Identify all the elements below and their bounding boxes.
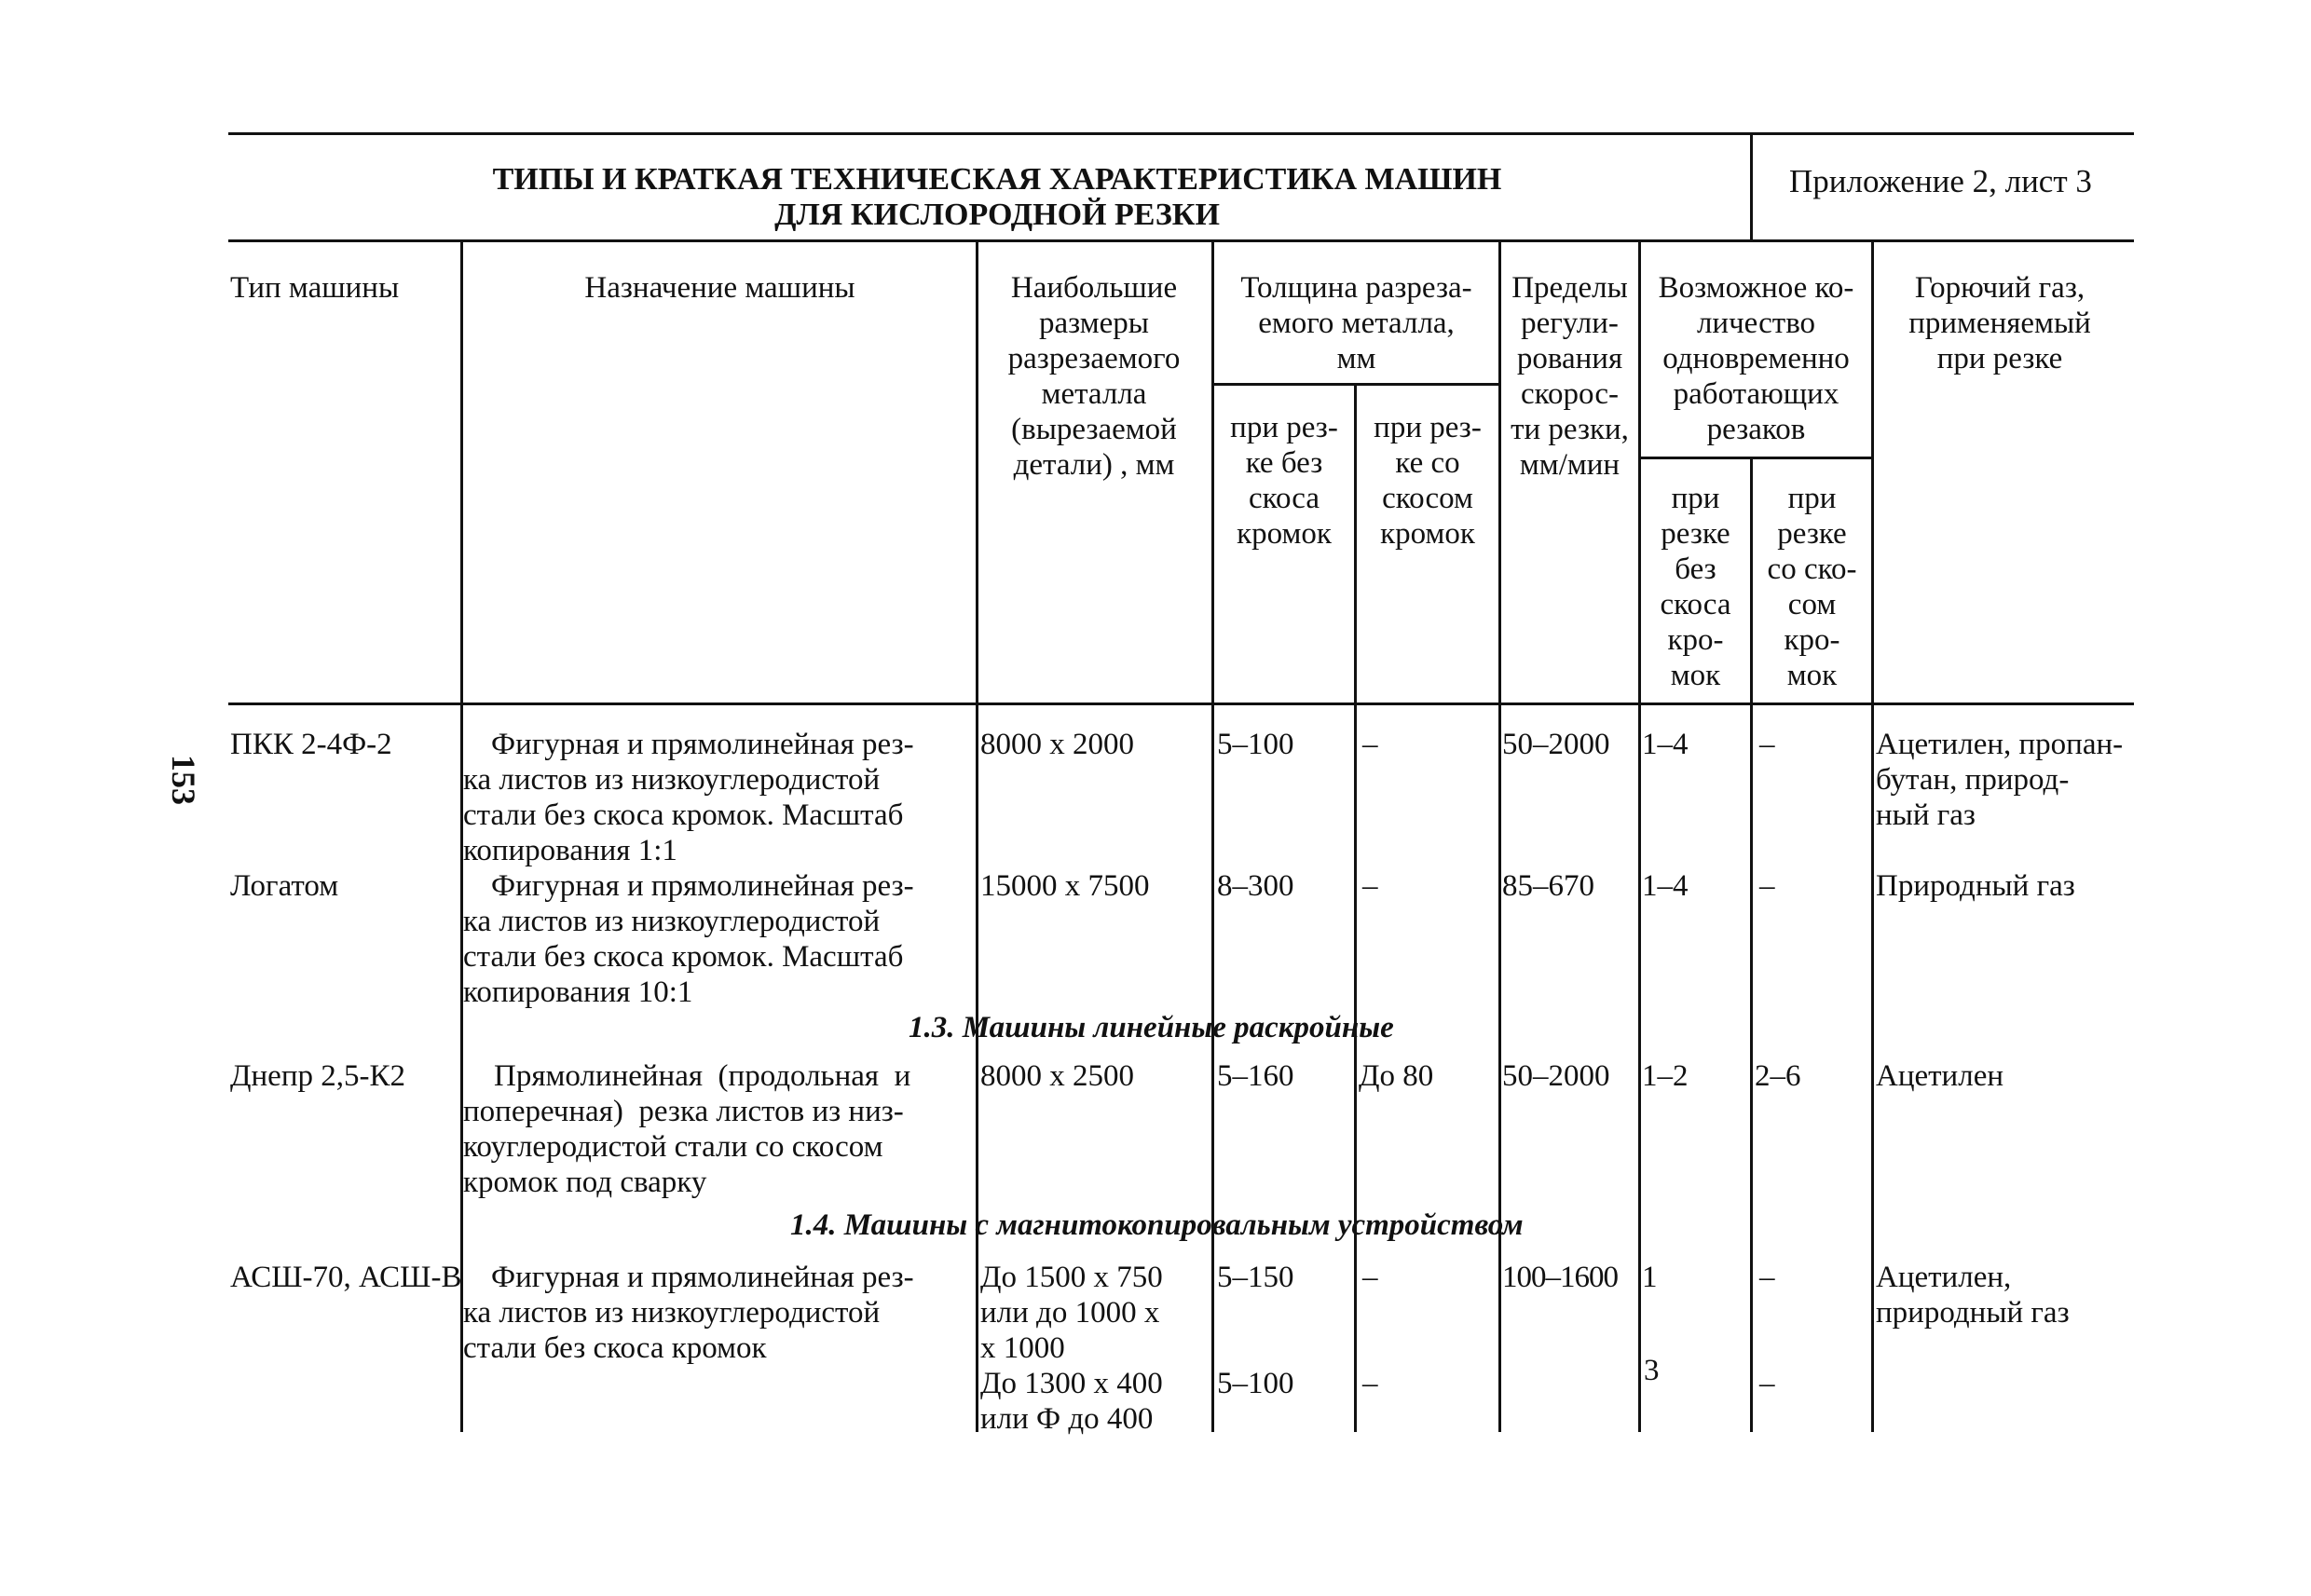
- row-thickness-no-bevel: 5–160: [1217, 1059, 1294, 1093]
- row-thickness-no-bevel: 8–300: [1217, 869, 1294, 903]
- section-heading-1-3: 1.3. Машины линейные раскройные: [909, 1011, 1394, 1044]
- row-purpose-line: ка листов из низкоуглеродистой: [463, 763, 881, 797]
- row-gas-line: природный газ: [1876, 1296, 2070, 1330]
- row-purpose-line: ка листов из низкоуглеродистой: [463, 905, 881, 938]
- row-cutters-no-bevel: 1–2: [1642, 1059, 1689, 1093]
- row-cutters-bevel: 2–6: [1755, 1059, 1801, 1093]
- row-cutters-no-bevel: 3: [1644, 1354, 1660, 1387]
- row-size-line: x 1000: [980, 1331, 1065, 1365]
- row-purpose-line: кромок под сварку: [463, 1166, 707, 1199]
- row-thickness-no-bevel: 5–100: [1217, 728, 1294, 761]
- row-gas-line: Природный газ: [1876, 869, 2075, 903]
- columns-bottom-rule: [228, 703, 2134, 705]
- row-gas-line: Ацетилен: [1876, 1059, 2003, 1093]
- row-type: АСШ-70, АСШ-В: [230, 1261, 462, 1294]
- row-purpose-line: Фигурная и прямолинейная рез-: [491, 728, 914, 761]
- thickness-subheader-rule: [1213, 383, 1500, 386]
- table-row: [0, 1058, 2311, 1198]
- row-purpose-line: копирования 10:1: [463, 975, 693, 1009]
- row-cutters-bevel: –: [1759, 1261, 1775, 1294]
- row-cutters-no-bevel: 1: [1642, 1261, 1658, 1294]
- row-size: 8000 x 2000: [980, 728, 1134, 761]
- row-purpose-line: стали без скоса кромок: [463, 1331, 767, 1365]
- cutters-subheader-rule: [1640, 457, 1873, 459]
- row-size: 8000 x 2500: [980, 1059, 1134, 1093]
- row-speed: 50–2000: [1502, 1059, 1610, 1093]
- header-type: Тип машины: [230, 271, 400, 305]
- header-purpose: Назначение машины: [584, 271, 855, 305]
- row-speed: 100–1600: [1502, 1261, 1618, 1294]
- table-row: [0, 727, 2311, 866]
- row-cutters-no-bevel: 1–4: [1642, 728, 1689, 761]
- row-cutters-bevel: –: [1759, 869, 1775, 903]
- row-cutters-bevel: –: [1759, 1367, 1775, 1400]
- row-size-line: или Ф до 400: [980, 1402, 1154, 1436]
- row-gas-line: Ацетилен,: [1876, 1261, 2012, 1294]
- row-type: ПКК 2-4Ф-2: [230, 728, 392, 761]
- document-title-line1: ТИПЫ И КРАТКАЯ ТЕХНИЧЕСКАЯ ХАРАКТЕРИСТИКА МАШИН: [492, 162, 1502, 197]
- row-purpose-line: коуглеродистой стали со скосом: [463, 1130, 883, 1164]
- row-cutters-no-bevel: 1–4: [1642, 869, 1689, 903]
- row-type: Днепр 2,5-К2: [230, 1059, 405, 1093]
- row-speed: 85–670: [1502, 869, 1594, 903]
- appendix-label: Приложение 2, лист 3: [1789, 163, 2092, 199]
- row-purpose-line: Фигурная и прямолинейная рез-: [491, 869, 914, 903]
- row-thickness-bevel: –: [1362, 1261, 1378, 1294]
- row-thickness-bevel: До 80: [1359, 1059, 1434, 1093]
- row-purpose-line: Фигурная и прямолинейная рез-: [491, 1261, 914, 1294]
- table-row: [0, 1260, 2311, 1437]
- row-speed: 50–2000: [1502, 728, 1610, 761]
- row-gas-line: Ацетилен, пропан-: [1876, 728, 2124, 761]
- row-purpose-line: копирования 1:1: [463, 834, 677, 867]
- page-number: 153: [165, 755, 202, 805]
- row-thickness-no-bevel: 5–100: [1217, 1367, 1294, 1400]
- row-size-line: До 1500 x 750: [980, 1261, 1163, 1294]
- row-thickness-bevel: –: [1362, 728, 1378, 761]
- row-purpose-line: поперечная) резка листов из низ-: [463, 1095, 904, 1128]
- row-thickness-bevel: –: [1362, 1367, 1378, 1400]
- header-bottom-rule: [228, 239, 2134, 242]
- row-thickness-no-bevel: 5–150: [1217, 1261, 1294, 1294]
- appendix-separator: [1750, 132, 1753, 239]
- row-size: 15000 x 7500: [980, 869, 1150, 903]
- section-heading-1-4: 1.4. Машины с магнитокопировальным устройством: [790, 1208, 1524, 1242]
- row-type: Логатом: [230, 869, 339, 903]
- row-gas-line: ный газ: [1876, 798, 1976, 832]
- row-size-line: До 1300 x 400: [980, 1367, 1163, 1400]
- document-title-line2: ДЛЯ КИСЛОРОДНОЙ РЕЗКИ: [774, 198, 1220, 232]
- row-purpose-line: Прямолинейная (продольная и: [494, 1059, 911, 1093]
- row-cutters-bevel: –: [1759, 728, 1775, 761]
- row-thickness-bevel: –: [1362, 869, 1378, 903]
- row-purpose-line: стали без скоса кромок. Масштаб: [463, 798, 904, 832]
- row-gas-line: бутан, природ-: [1876, 763, 2070, 797]
- top-rule: [228, 132, 2134, 135]
- row-purpose-line: стали без скоса кромок. Масштаб: [463, 940, 904, 974]
- row-purpose-line: ка листов из низкоуглеродистой: [463, 1296, 881, 1330]
- table-row: [0, 868, 2311, 1008]
- row-size-line: или до 1000 x: [980, 1296, 1160, 1330]
